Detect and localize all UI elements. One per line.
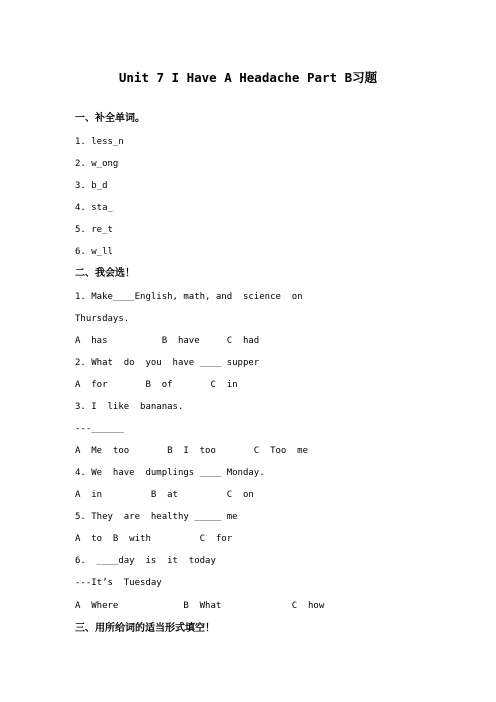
s1-item-4: 4. sta_ [75,203,113,213]
s1-item-2: 2. w_ong [75,159,119,169]
s2-line-15: A Where B What C how [75,601,325,611]
s1-item-3: 3. b_d [75,181,108,191]
s2-line-1: 1. Make____English, math, and science on [75,292,303,302]
s2-line-4: 2. What do you have ____ supper [75,358,260,368]
s2-line-6: 3. I like bananas. [75,402,184,412]
s2-line-2: Thursdays. [75,314,130,324]
s2-line-8: A Me too B I too C Too me [75,446,308,456]
s2-line-12: A to B with C for [75,534,233,544]
s1-item-1: 1. less_n [75,137,124,147]
section-1-heading: 一、补全单词。 [75,113,145,124]
section-2-heading: 二、我会选！ [75,268,135,279]
s1-item-6: 6. w_ll [75,247,113,257]
s2-line-13: 6. ____day is it today [75,556,216,566]
s2-line-7: ---______ [75,424,124,434]
s2-line-11: 5. They are healthy _____ me [75,512,238,522]
s1-item-5: 5. re_t [75,225,113,235]
s2-line-10: A in B at C on [75,490,254,500]
section-3-heading: 三、用所给词的适当形式填空！ [75,623,215,634]
s2-line-5: A for B of C in [75,380,238,390]
page-title: Unit 7 I Have A Headache Part B习题 [118,70,378,85]
s2-line-3: A has B have C had [75,336,260,346]
s2-line-9: 4. We have dumplings ____ Monday. [75,468,265,478]
s2-line-14: ---It’s Tuesday [75,578,162,588]
